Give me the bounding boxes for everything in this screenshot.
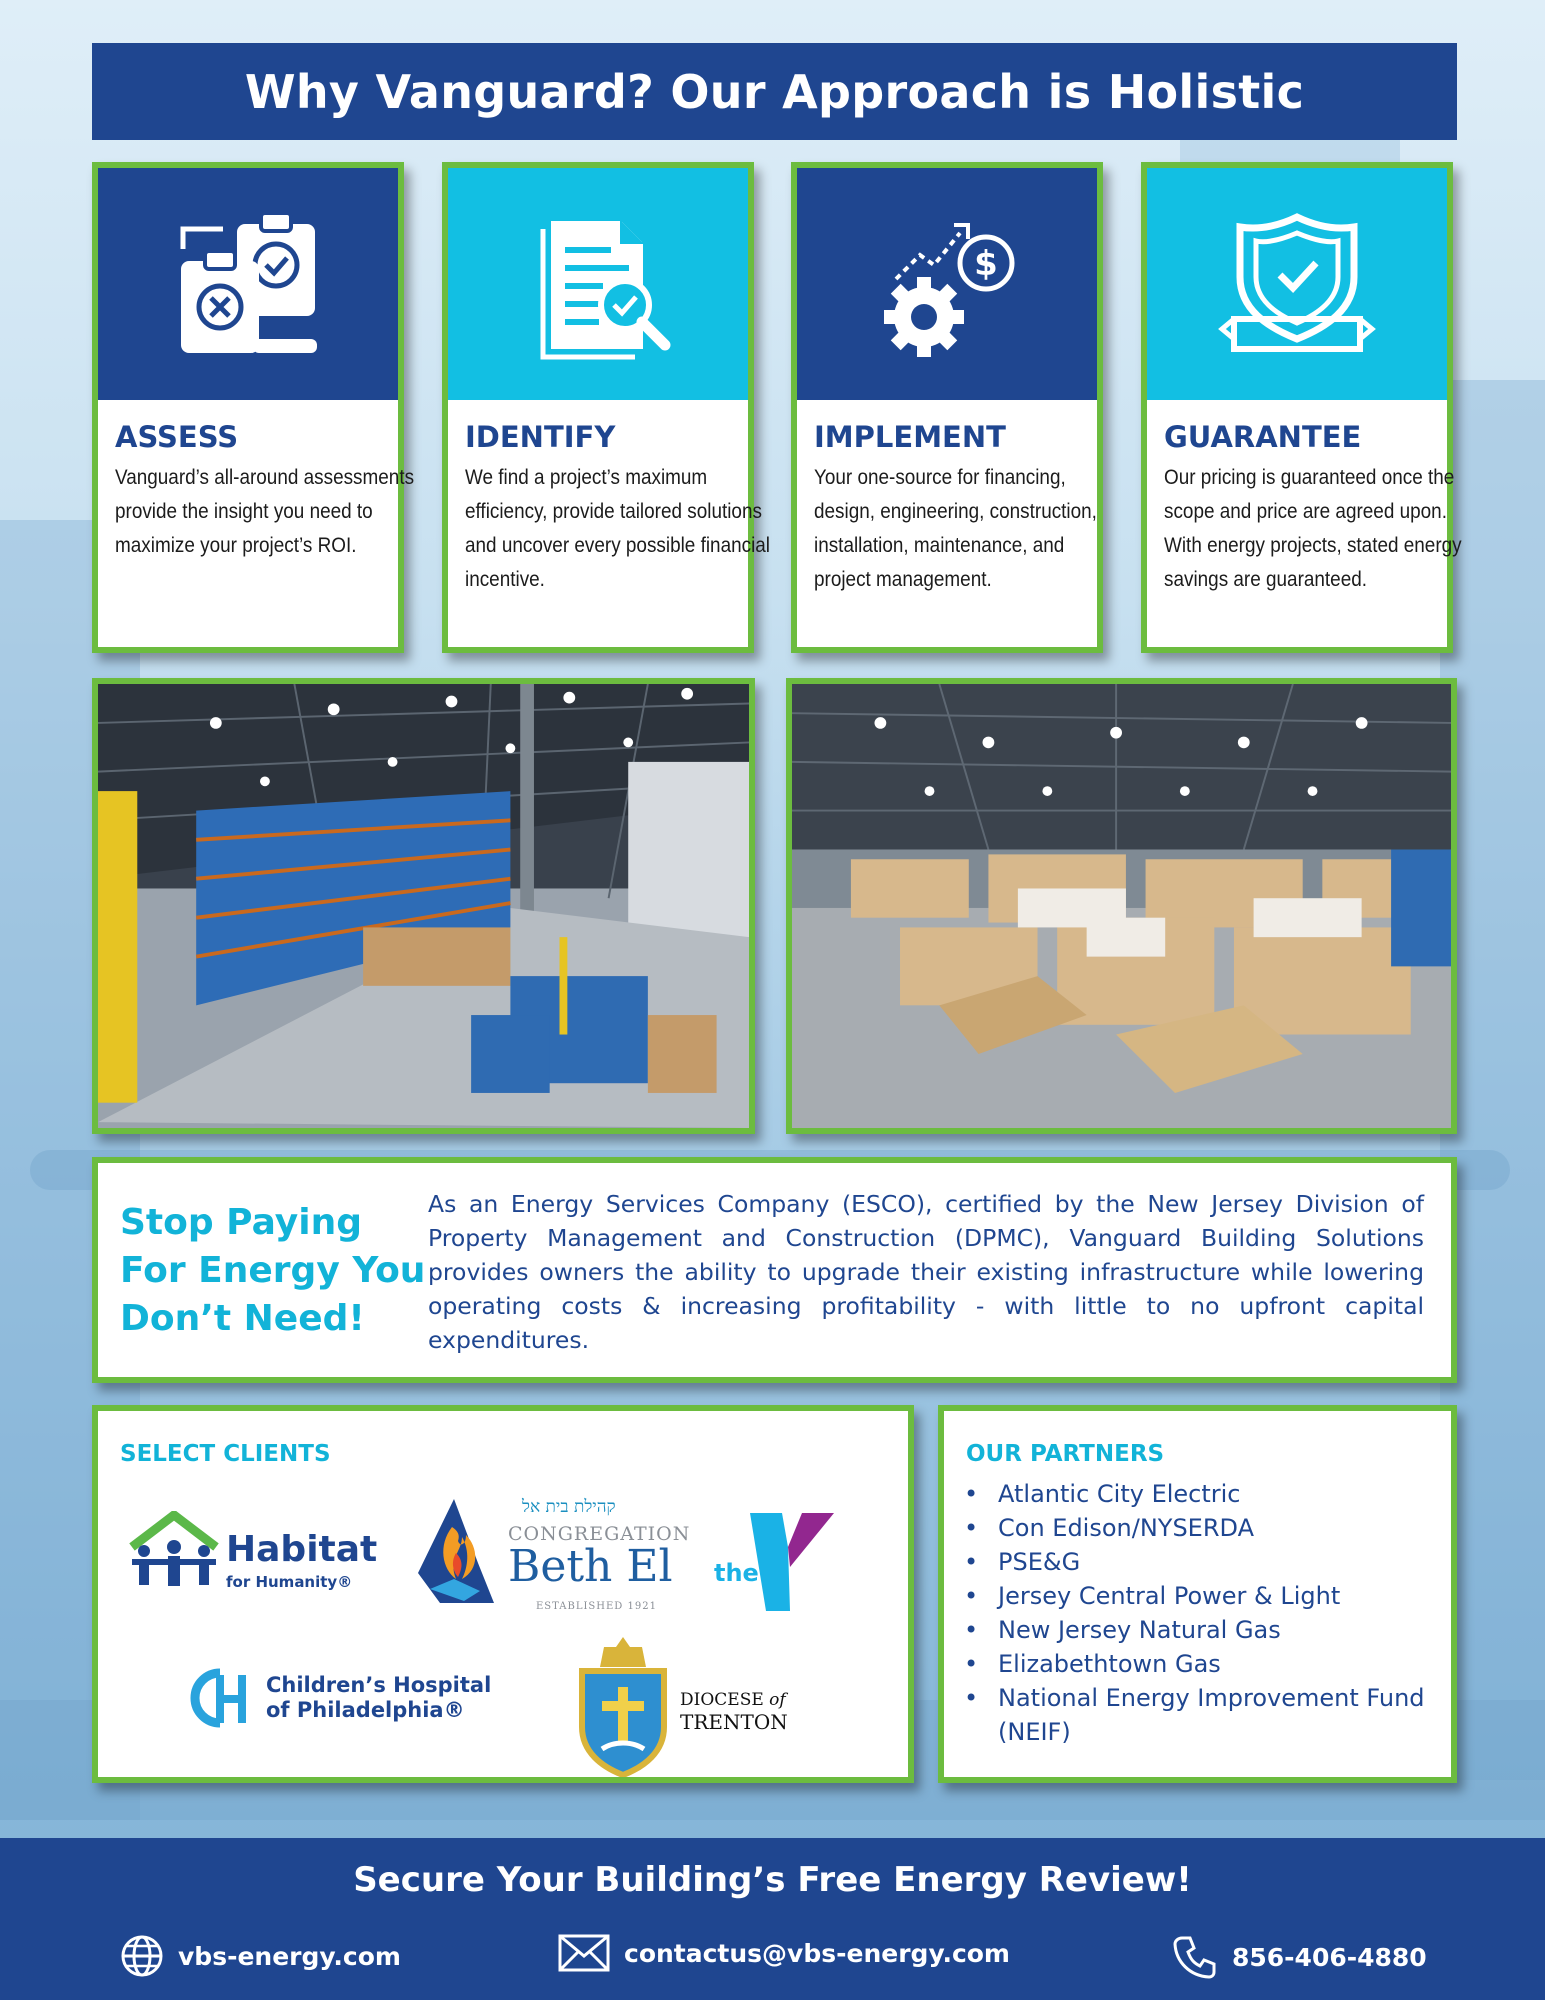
habitat-name: Habitat — [226, 1529, 378, 1570]
card-title: IDENTIFY — [465, 420, 616, 454]
ymca-the: the — [714, 1559, 759, 1587]
congregation-beth-el-logo — [404, 1493, 691, 1618]
diocese-of-trenton-logo — [568, 1637, 818, 1777]
warehouse-photo-right — [786, 678, 1457, 1134]
beth-el-name: Beth El — [508, 1541, 673, 1592]
select-clients-title: SELECT CLIENTS — [120, 1441, 331, 1467]
ymca-logo — [710, 1507, 840, 1617]
gear-dollar-icon — [862, 199, 1032, 369]
diocese-line1: DIOCESE — [680, 1690, 764, 1710]
chop-line2: of Philadelphia® — [266, 1698, 465, 1722]
warehouse-photo-left — [92, 678, 755, 1134]
diocese-line2: TRENTON — [680, 1710, 788, 1734]
select-clients-box — [92, 1405, 914, 1783]
website-text: vbs-energy.com — [178, 1941, 401, 1971]
phone-link[interactable] — [1172, 1934, 1427, 1980]
clipboards-icon — [163, 199, 333, 369]
card-icon-area — [448, 168, 748, 400]
chop-emblem-icon — [186, 1663, 256, 1733]
card-guarantee — [1141, 162, 1462, 653]
header-banner — [92, 43, 1457, 140]
email-link[interactable] — [558, 1934, 1010, 1972]
shield-check-icon — [1212, 199, 1382, 369]
diocese-name — [680, 1689, 788, 1735]
beth-el-hebrew: קהילת בית אל — [522, 1497, 616, 1517]
habitat-house-icon — [124, 1511, 224, 1591]
card-title: GUARANTEE — [1164, 420, 1362, 454]
beth-el-congregation: CONGREGATION — [508, 1523, 691, 1545]
card-identify — [442, 162, 771, 653]
beth-el-emblem-icon — [404, 1493, 504, 1613]
partner-item: • New Jersey Natural Gas — [964, 1613, 1451, 1647]
envelope-icon — [558, 1934, 610, 1972]
email-text: contactus@vbs-energy.com — [624, 1938, 1010, 1968]
page-title: Why Vanguard? Our Approach is Holistic — [244, 64, 1305, 119]
esco-description: As an Energy Services Company (ESCO), certified by the New Jersey Division of Property Management and Construction (DPMC), Vanguard Building Solutions provides owners the ability to upgrade their existing infrastructure while lowering operating costs & increasing profitability - with little to no upfront capital expenditures. — [428, 1190, 1424, 1354]
partner-item: • Jersey Central Power & Light — [964, 1579, 1451, 1613]
card-icon-area — [797, 168, 1097, 400]
our-partners-box — [938, 1405, 1457, 1783]
card-title: IMPLEMENT — [814, 420, 1006, 454]
esco-section — [92, 1157, 1457, 1383]
diocese-of: of — [769, 1690, 786, 1710]
partner-item: • PSE&G — [964, 1545, 1451, 1579]
chop-name — [266, 1673, 491, 1723]
diocese-crest-icon — [568, 1637, 678, 1777]
esco-slogan: Stop Paying For Energy You Don’t Need! — [120, 1202, 426, 1339]
habitat-sub: for Humanity® — [226, 1573, 353, 1591]
partners-list — [964, 1477, 1451, 1749]
card-text: Vanguard’s all-around assessments provide the insight you need to maximize your project’s ROI. — [115, 465, 415, 557]
partner-item: • National Energy Improvement Fund (NEIF) — [964, 1681, 1451, 1749]
beth-el-established: ESTABLISHED 1921 — [536, 1601, 657, 1612]
footer-bar — [0, 1838, 1545, 2000]
childrens-hospital-philadelphia-logo — [186, 1663, 506, 1733]
svg-text:$: $ — [974, 244, 998, 284]
card-text: Your one-source for financing, design, engineering, construction, installation, maintenance, and project management. — [814, 465, 1097, 591]
habitat-for-humanity-logo — [124, 1511, 378, 1601]
footer-cta: Secure Your Building’s Free Energy Review! — [353, 1860, 1192, 1900]
card-text: We find a project’s maximum efficiency, provide tailored solutions and uncover every possible financial incentive. — [465, 465, 771, 591]
website-link[interactable] — [120, 1934, 401, 1978]
globe-icon — [120, 1934, 164, 1978]
card-text: Our pricing is guaranteed once the scope and price are agreed upon. With energy projects, stated energy savings are guaranteed. — [1164, 465, 1462, 591]
document-search-icon — [513, 199, 683, 369]
card-icon-area — [98, 168, 398, 400]
ymca-text: YMCA — [799, 1567, 822, 1595]
card-implement — [791, 162, 1103, 653]
card-title: ASSESS — [115, 420, 239, 454]
partner-item: • Atlantic City Electric — [964, 1477, 1451, 1511]
our-partners-title: OUR PARTNERS — [966, 1441, 1165, 1467]
phone-icon — [1172, 1934, 1218, 1980]
partner-item: • Con Edison/NYSERDA — [964, 1511, 1451, 1545]
phone-text: 856-406-4880 — [1232, 1942, 1427, 1972]
card-icon-area — [1147, 168, 1447, 400]
card-assess — [92, 162, 415, 653]
partner-item: • Elizabethtown Gas — [964, 1647, 1451, 1681]
chop-line1: Children’s Hospital — [266, 1673, 492, 1697]
